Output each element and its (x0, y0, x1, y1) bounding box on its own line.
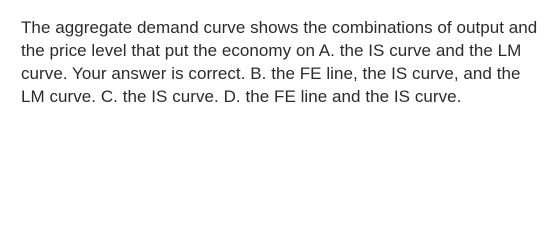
question-text: The aggregate demand curve shows the combinations of output and the price level that put the economy on A. the IS curve and the LM curve. Your answer is correct. B. the FE line, the IS curve, and the LM curve. C. the IS curve. D. the FE line and the IS curve. (21, 18, 538, 106)
